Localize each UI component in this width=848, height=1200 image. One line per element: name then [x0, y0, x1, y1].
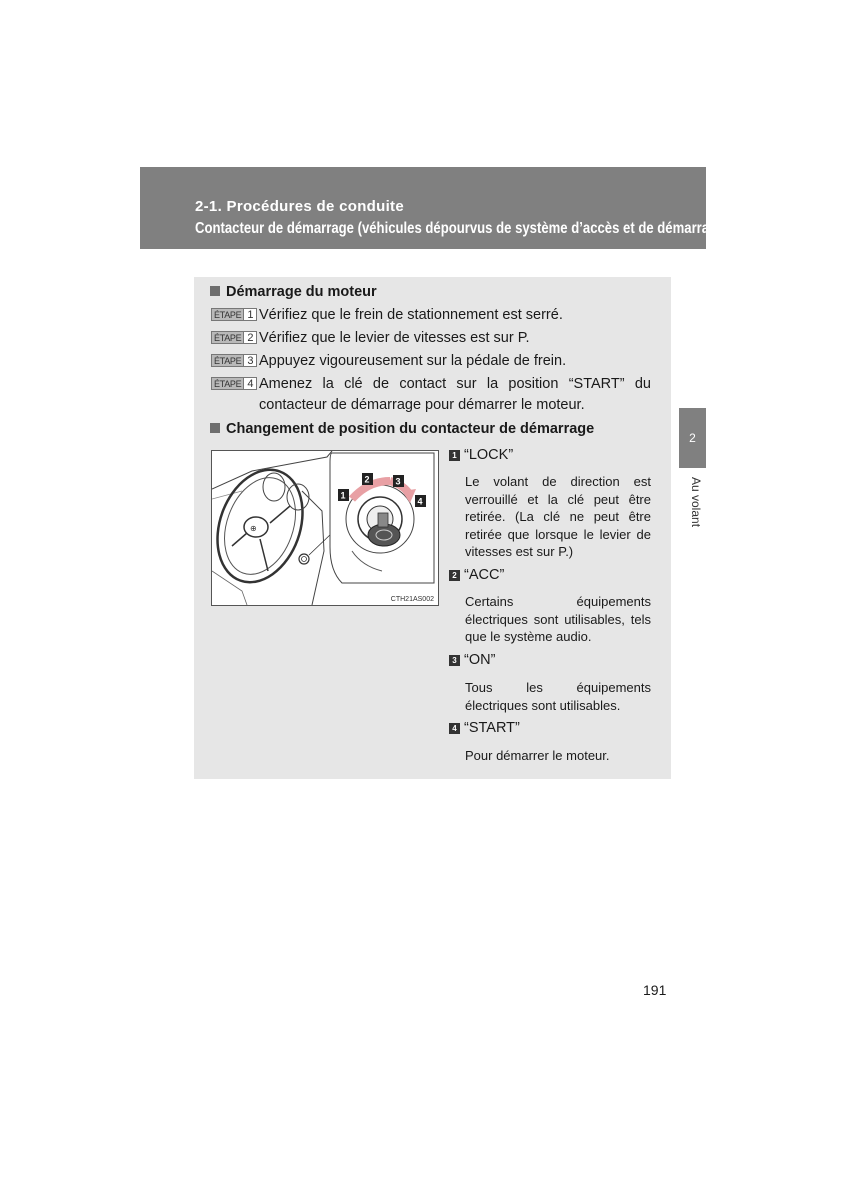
- chapter-label: Au volant: [689, 477, 703, 528]
- position-acc-desc: Certains équipements électriques sont utilisables, tels que le système audio.: [465, 594, 651, 644]
- number-badge-icon: 3: [449, 655, 460, 666]
- position-on-desc: Tous les équipements électriques sont utilisables.: [465, 680, 651, 713]
- callout-4-label: 4: [417, 496, 423, 507]
- square-bullet-icon: [210, 423, 220, 433]
- number-badge-icon: 1: [449, 450, 460, 461]
- step-badge: ÉTAPE 1: [211, 308, 257, 321]
- heading-start-engine: Démarrage du moteur: [210, 284, 377, 300]
- step-text: Appuyez vigoureusement sur la pédale de frein.: [259, 353, 567, 369]
- position-lock-desc: Le volant de direction est verrouillé et la clé peut être retirée. (La clé ne peut être retirée que lorsque le levier de vitesses est sur P.): [465, 474, 651, 559]
- section-code: 2-1. Procédures de conduite: [195, 198, 404, 215]
- steering-ignition-drawing: [212, 451, 438, 605]
- step-badge: ÉTAPE 3: [211, 354, 257, 367]
- chapter-tab[interactable]: 2: [679, 408, 706, 468]
- square-bullet-icon: [210, 286, 220, 296]
- position-lock: 1 “LOCK”: [449, 447, 513, 463]
- heading-change-position: Changement de position du contacteur de démarrage: [210, 421, 594, 437]
- position-on: 3 “ON”: [449, 652, 495, 668]
- svg-text:⊕: ⊕: [250, 524, 257, 533]
- step-badge: ÉTAPE 2: [211, 331, 257, 344]
- callout-2-label: 2: [364, 474, 370, 485]
- step-badge: ÉTAPE 4: [211, 377, 257, 390]
- illustration-code: CTH21AS002: [390, 596, 434, 603]
- position-start-desc: Pour démarrer le moteur.: [465, 748, 610, 763]
- step-text: Vérifiez que le frein de stationnement est serré.: [259, 307, 563, 323]
- section-title: Contacteur de démarrage (véhicules dépourvus de système d’accès et de démarrage “mains libres”): [195, 220, 823, 237]
- number-badge-icon: 2: [449, 570, 460, 581]
- position-acc: 2 “ACC”: [449, 567, 504, 583]
- callout-3-label: 3: [395, 476, 401, 487]
- ignition-illustration: [211, 450, 439, 606]
- step-text: Vérifiez que le levier de vitesses est sur P.: [259, 330, 530, 346]
- header-band: [140, 167, 823, 249]
- page-number: 191: [643, 982, 667, 998]
- position-start: 4 “START”: [449, 720, 520, 736]
- number-badge-icon: 4: [449, 723, 460, 734]
- step-text: Amenez la clé de contact sur la position “START” du contacteur de démarrage pour démarrer le moteur.: [259, 376, 651, 413]
- callout-1-label: 1: [340, 490, 346, 501]
